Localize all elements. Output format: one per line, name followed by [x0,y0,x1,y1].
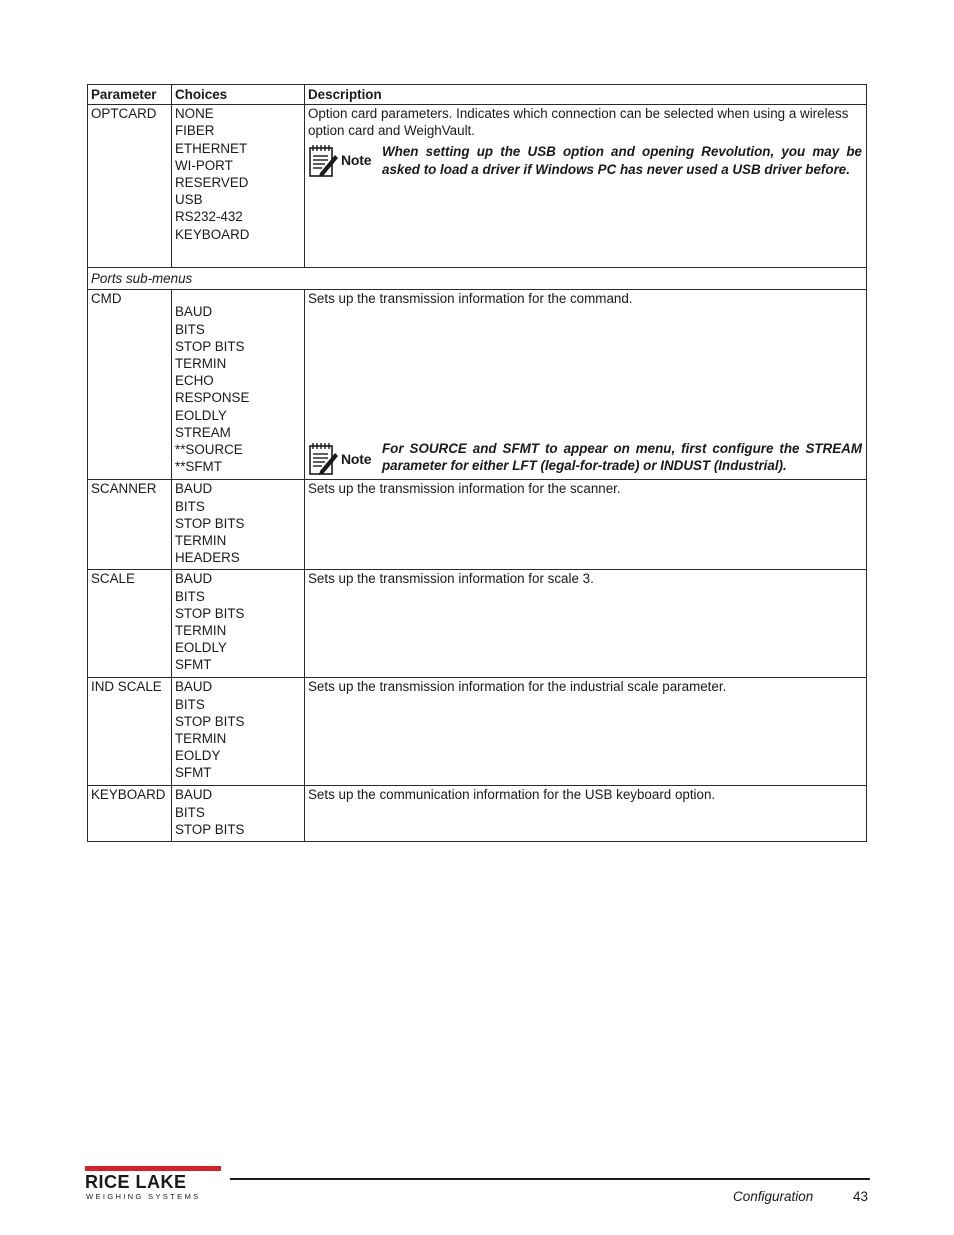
table-row [88,678,867,786]
note-text: For SOURCE and SFMT to appear on menu, first configure the STREAM parameter for either LFT (legal-for-trade) or INDUST (Industrial). [382,441,862,473]
note-box [308,143,863,179]
header-choices: Choices [172,85,305,105]
header-description: Description [305,85,867,105]
description-cell [305,105,867,268]
choice-item: STOP BITS [175,515,245,531]
logo-bottom-text: WEIGHING SYSTEMS [86,1192,201,1200]
choice-item: TERMIN [175,623,227,639]
choice-item: BITS [175,696,205,712]
table-row [88,570,867,678]
description-cell: Sets up the transmission information for the industrial scale parameter. [305,678,867,786]
section-row [88,268,867,290]
parameter-cell: SCALE [88,570,172,678]
choice-item: ETHERNET [175,140,248,156]
description-cell: Sets up the communication information for the USB keyboard option. [305,786,867,842]
choices-cell [172,678,305,786]
logo-top-text: RICE LAKE [85,1172,187,1192]
choice-item: BAUD [175,481,213,497]
parameter-cell: SCANNER [88,480,172,570]
header-parameter: Parameter [88,85,172,105]
parameter-table [87,84,867,842]
choice-item: STOP BITS [175,821,245,837]
note-text: When setting up the USB option and opening Revolution, you may be asked to load a driver if Windows PC has never used a USB driver before. [382,143,862,177]
choice-item: RS232-432 [175,209,243,225]
choice-item: KEYBOARD [175,226,250,242]
choices-cell [172,570,305,678]
table-row [88,105,867,268]
choice-item: TERMIN [175,731,227,747]
choice-item: HEADERS [175,550,240,566]
choices-cell [172,290,305,480]
note-label: Note [341,152,372,168]
choice-item: EOLDLY [175,640,227,656]
choice-item: STREAM [175,424,231,440]
choices-cell [172,786,305,842]
choice-item: BITS [175,588,205,604]
choice-item: RESPONSE [175,390,250,406]
choice-item: **SFMT [175,459,222,475]
note-badge [308,441,382,477]
choices-cell [172,480,305,570]
notepad-icon [308,441,340,477]
choice-item: BITS [175,321,205,337]
rice-lake-logo [85,1166,225,1200]
choice-item: EOLDLY [175,407,227,423]
choice-item: SFMT [175,657,212,673]
choice-item: STOP BITS [175,713,245,729]
parameter-cell: OPTCARD [88,105,172,268]
parameter-cell: CMD [88,290,172,480]
choice-item: BAUD [175,787,213,803]
choice-item: EOLDY [175,748,221,764]
choice-item: BITS [175,498,205,514]
choice-item: STOP BITS [175,605,245,621]
description-cell: Sets up the transmission information for scale 3. [305,570,867,678]
choice-item: BITS [175,804,205,820]
choice-item: **SOURCE [175,442,243,458]
note-label: Note [341,450,372,467]
parameter-cell: IND SCALE [88,678,172,786]
choice-item: TERMIN [175,356,227,372]
notepad-icon [308,143,340,179]
parameter-cell: KEYBOARD [88,786,172,842]
description-cell [305,290,867,480]
footer-section-label: Configuration [733,1189,814,1204]
note-badge [308,143,382,179]
choice-item: USB [175,192,203,208]
section-label: Ports sub-menus [88,268,867,290]
choice-item: NONE [175,106,214,122]
description-text: Option card parameters. Indicates which connection can be selected when using a wireless option card and WeighVault. [308,106,849,139]
table-row [88,290,867,480]
choice-item: BAUD [175,679,213,695]
footer-rule [230,1178,870,1180]
note-box [308,441,863,477]
choice-item: STOP BITS [175,338,245,354]
page-number: 43 [853,1189,869,1204]
choice-item: WI-PORT [175,157,233,173]
table-row [88,480,867,570]
choices-cell [172,105,305,268]
choice-item: FIBER [175,123,215,139]
choice-item: TERMIN [175,533,227,549]
choice-item: RESERVED [175,175,249,191]
description-cell: Sets up the transmission information for the scanner. [305,480,867,570]
description-text: Sets up the transmission information for the command. [308,291,633,307]
table-row [88,786,867,842]
table-header-row [88,85,867,105]
choice-item: ECHO [175,373,214,389]
choice-item: BAUD [175,304,213,320]
choice-item: BAUD [175,571,213,587]
choice-item: SFMT [175,765,212,781]
